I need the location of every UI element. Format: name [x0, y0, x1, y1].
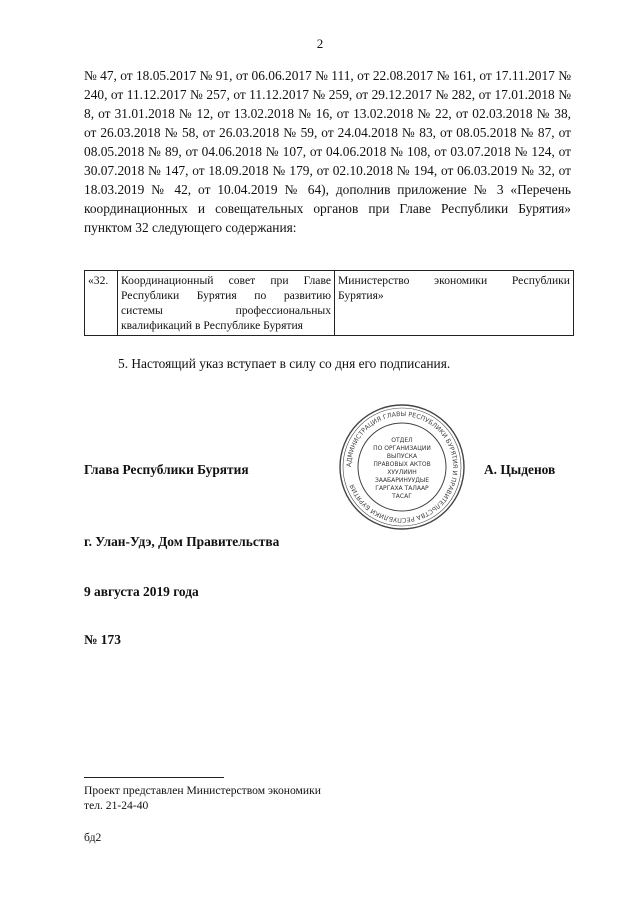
footnote	[84, 783, 321, 813]
council-name: Координационный совет при Главе Республики Бурятия по развитию системы профессиональных квалификаций в Республике Бурятия	[118, 271, 335, 336]
stamp-line: ВЫПУСКА	[386, 453, 418, 460]
signatory-title: Глава Республики Бурятия	[84, 462, 249, 477]
footnote-line-2: тел. 21-24-40	[84, 799, 149, 812]
stamp-line: ПО ОРГАНИЗАЦИИ	[373, 445, 431, 452]
stamp-line: ХУУЛИИН	[387, 469, 417, 476]
stamp-line: ГАРГАХА ТАЛААР	[375, 485, 429, 492]
stamp-line: ПРАВОВЫХ АКТОВ	[373, 461, 431, 468]
stamp-ring-text: АДМИНИСТРАЦИЯ ГЛАВЫ РЕСПУБЛИКИ БУРЯТИЯ И ПРАВИТЕЛЬСТВА РЕСПУБЛИКИ БУРЯТИЯ	[345, 410, 459, 524]
body-paragraph: № 47, от 18.05.2017 № 91, от 06.06.2017 № 111, от 22.08.2017 № 161, от 17.11.2017 № 240, от 11.12.2017 № 257, от 11.12.2017 № 259, от 29.12.2017 № 282, от 17.01.2018 № 8, от 31.01.2018 № 12, от 13.02.2018 № 16, от 13.02.2018 № 22, от 02.03.2018 № 38, от 26.03.2018 № 58, от 26.03.2018 № 59, от 24.04.2018 № 83, от 08.05.2018 № 87, от 08.05.2018 № 89, от 04.06.2018 № 107, от 04.06.2018 № 108, от 03.07.2018 № 124, от 30.07.2018 № 147, от 18.09.2018 № 179, от 02.10.2018 № 194, от 06.03.2019 № 32, от 18.03.2019 № 42, от 10.04.2019 № 64), дополнив приложение № 3 «Перечень координационных и совещательных органов при Главе Республики Бурятия» пунктом 32 следующего содержания:	[84, 68, 571, 235]
footnote-line-1: Проект представлен Министерством экономики	[84, 784, 321, 797]
signatory-name: А. Цыденов	[484, 462, 556, 477]
appendix-table	[84, 270, 574, 336]
footnote-divider	[84, 777, 224, 778]
official-stamp	[338, 403, 466, 531]
row-number: «32.	[85, 271, 118, 336]
point-5: 5. Настоящий указ вступает в силу со дня его подписания.	[118, 356, 451, 371]
body-text	[84, 66, 571, 237]
stamp-line: ОТДЕЛ	[391, 437, 413, 444]
document-code: бд2	[84, 831, 102, 844]
stamp-line: ТАСАГ	[392, 493, 412, 500]
responsible-organ: Министерство экономики Республики Бурятия»	[335, 271, 574, 336]
date: 9 августа 2019 года	[84, 584, 199, 599]
stamp-line: ЗААБАРИНУУДЫЕ	[375, 477, 429, 484]
decree-number: № 173	[84, 632, 121, 647]
place: г. Улан-Удэ, Дом Правительства	[84, 534, 280, 549]
table-row	[85, 271, 574, 336]
page-number: 2	[316, 36, 324, 51]
